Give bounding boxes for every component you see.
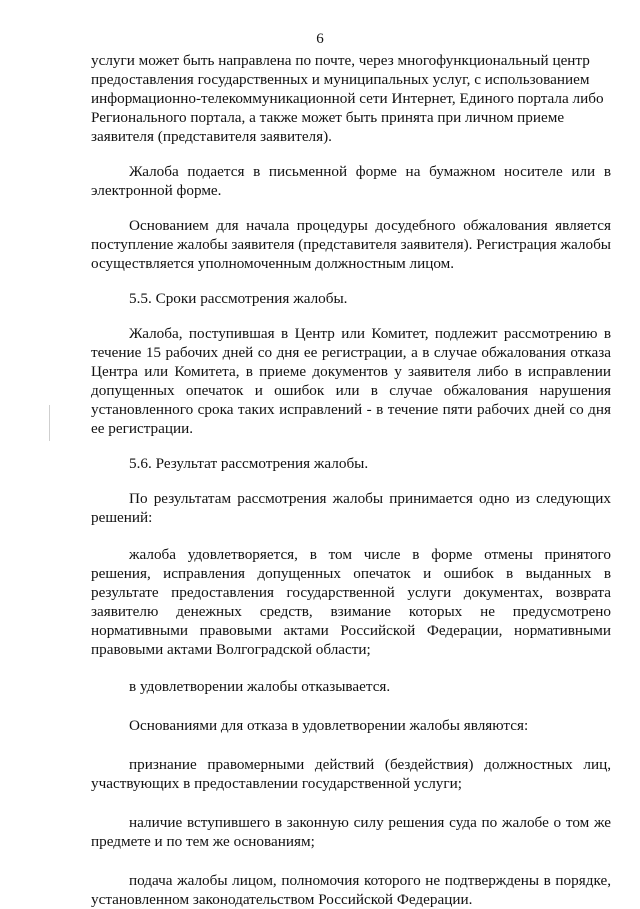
paragraph-complaint-satisfied: жалоба удовлетворяется, в том числе в форме отмены принятого решения, исправления допущенных опечаток и ошибок в выданных в результате предоставления государственной услуги документах, возврата заявителю денежных средств, взимание которых не предусмотрено нормативными правовыми актами Российской Федерации, нормативными правовыми актами Волгоградской области; [91,546,611,658]
document-body [91,51,611,909]
paragraph-complaint-form: Жалоба подается в письменной форме на бумажном носителе или в электронной форме. [91,163,611,199]
paragraph-submission-channels: услуги может быть направлена по почте, через многофункциональный центр предоставления государственных и муниципальных услуг, с использованием информационно-телекоммуникационной сети Интернет, Единого портала либо Регионального портала, а также может быть принята при личном приеме заявителя (представителя заявителя). [91,52,604,145]
section-heading-5-5: 5.5. Сроки рассмотрения жалобы. [129,290,348,307]
section-heading-5-6: 5.6. Результат рассмотрения жалобы. [129,455,369,472]
scan-edge-mark [49,405,50,441]
paragraph-grounds-start: Основанием для начала процедуры досудебного обжалования является поступление жалобы заявителя (представителя заявителя). Регистрация жалобы осуществляется уполномоченным должностным лицом. [91,217,611,272]
page-number: 6 [316,31,324,47]
paragraph-ground-no-authority: подача жалобы лицом, полномочия которого не подтверждены в порядке, установленном законодательством Российской Федерации. [91,872,611,908]
paragraph-review-terms: Жалоба, поступившая в Центр или Комитет, подлежит рассмотрению в течение 15 рабочих дней со дня ее регистрации, а в случае обжалования отказа Центра или Комитета, в приеме документов у заявителя либо в исправлении допущенных опечаток и ошибок или в случае обжалования нарушения установленного срока таких исправлений - в течение пяти рабочих дней со дня ее регистрации. [91,325,611,437]
paragraph-review-decisions: По результатам рассмотрения жалобы принимается одно из следующих решений: [91,490,611,526]
paragraph-ground-court-decision: наличие вступившего в законную силу решения суда по жалобе о том же предмете и по тем же основаниям; [91,814,611,850]
paragraph-refusal-grounds: Основаниями для отказа в удовлетворении жалобы являются: [129,717,529,734]
paragraph-complaint-refused: в удовлетворении жалобы отказывается. [129,678,391,695]
paragraph-ground-lawful-actions: признание правомерными действий (бездействия) должностных лиц, участвующих в предоставлении государственной услуги; [91,756,611,792]
